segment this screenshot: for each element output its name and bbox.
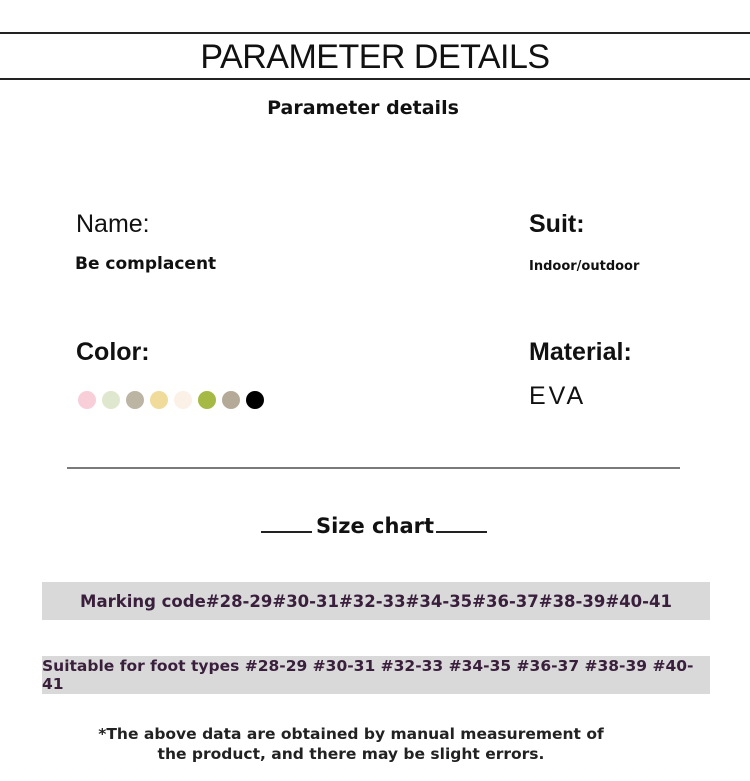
color-swatch <box>246 391 264 409</box>
note-line-2: the product, and there may be slight errors. <box>157 745 545 763</box>
name-value: Be complacent <box>75 254 217 274</box>
page-title: PARAMETER DETAILS <box>200 38 550 76</box>
foot-type-text: Suitable for foot types #28-29 #30-31 #32-33 #34-35 #36-37 #38-39 #40-41 <box>42 657 694 693</box>
color-swatch <box>222 391 240 409</box>
color-swatch <box>102 391 120 409</box>
color-swatches <box>78 391 264 409</box>
color-swatch <box>174 391 192 409</box>
suit-label: Suit: <box>529 210 585 238</box>
name-label: Name: <box>76 210 150 238</box>
top-rule <box>0 32 750 34</box>
material-label: Material: <box>529 338 632 366</box>
title-underline <box>0 78 750 80</box>
note-line-1: *The above data are obtained by manual measurement of <box>98 725 604 743</box>
measurement-note <box>0 724 702 764</box>
section-subtitle: Parameter details <box>267 97 459 119</box>
size-chart-heading: Size chart <box>315 514 435 538</box>
foot-type-row <box>42 656 710 694</box>
color-swatch <box>198 391 216 409</box>
heading-dash-right <box>436 531 487 533</box>
color-swatch <box>126 391 144 409</box>
section-divider <box>67 467 680 469</box>
color-swatch <box>78 391 96 409</box>
color-swatch <box>150 391 168 409</box>
marking-code-row <box>42 582 710 620</box>
color-label: Color: <box>76 338 150 366</box>
marking-code-text: Marking code#28-29#30-31#32-33#34-35#36-37#38-39#40-41 <box>80 591 672 611</box>
material-value: EVA <box>529 382 587 410</box>
suit-value: Indoor/outdoor <box>529 259 640 274</box>
